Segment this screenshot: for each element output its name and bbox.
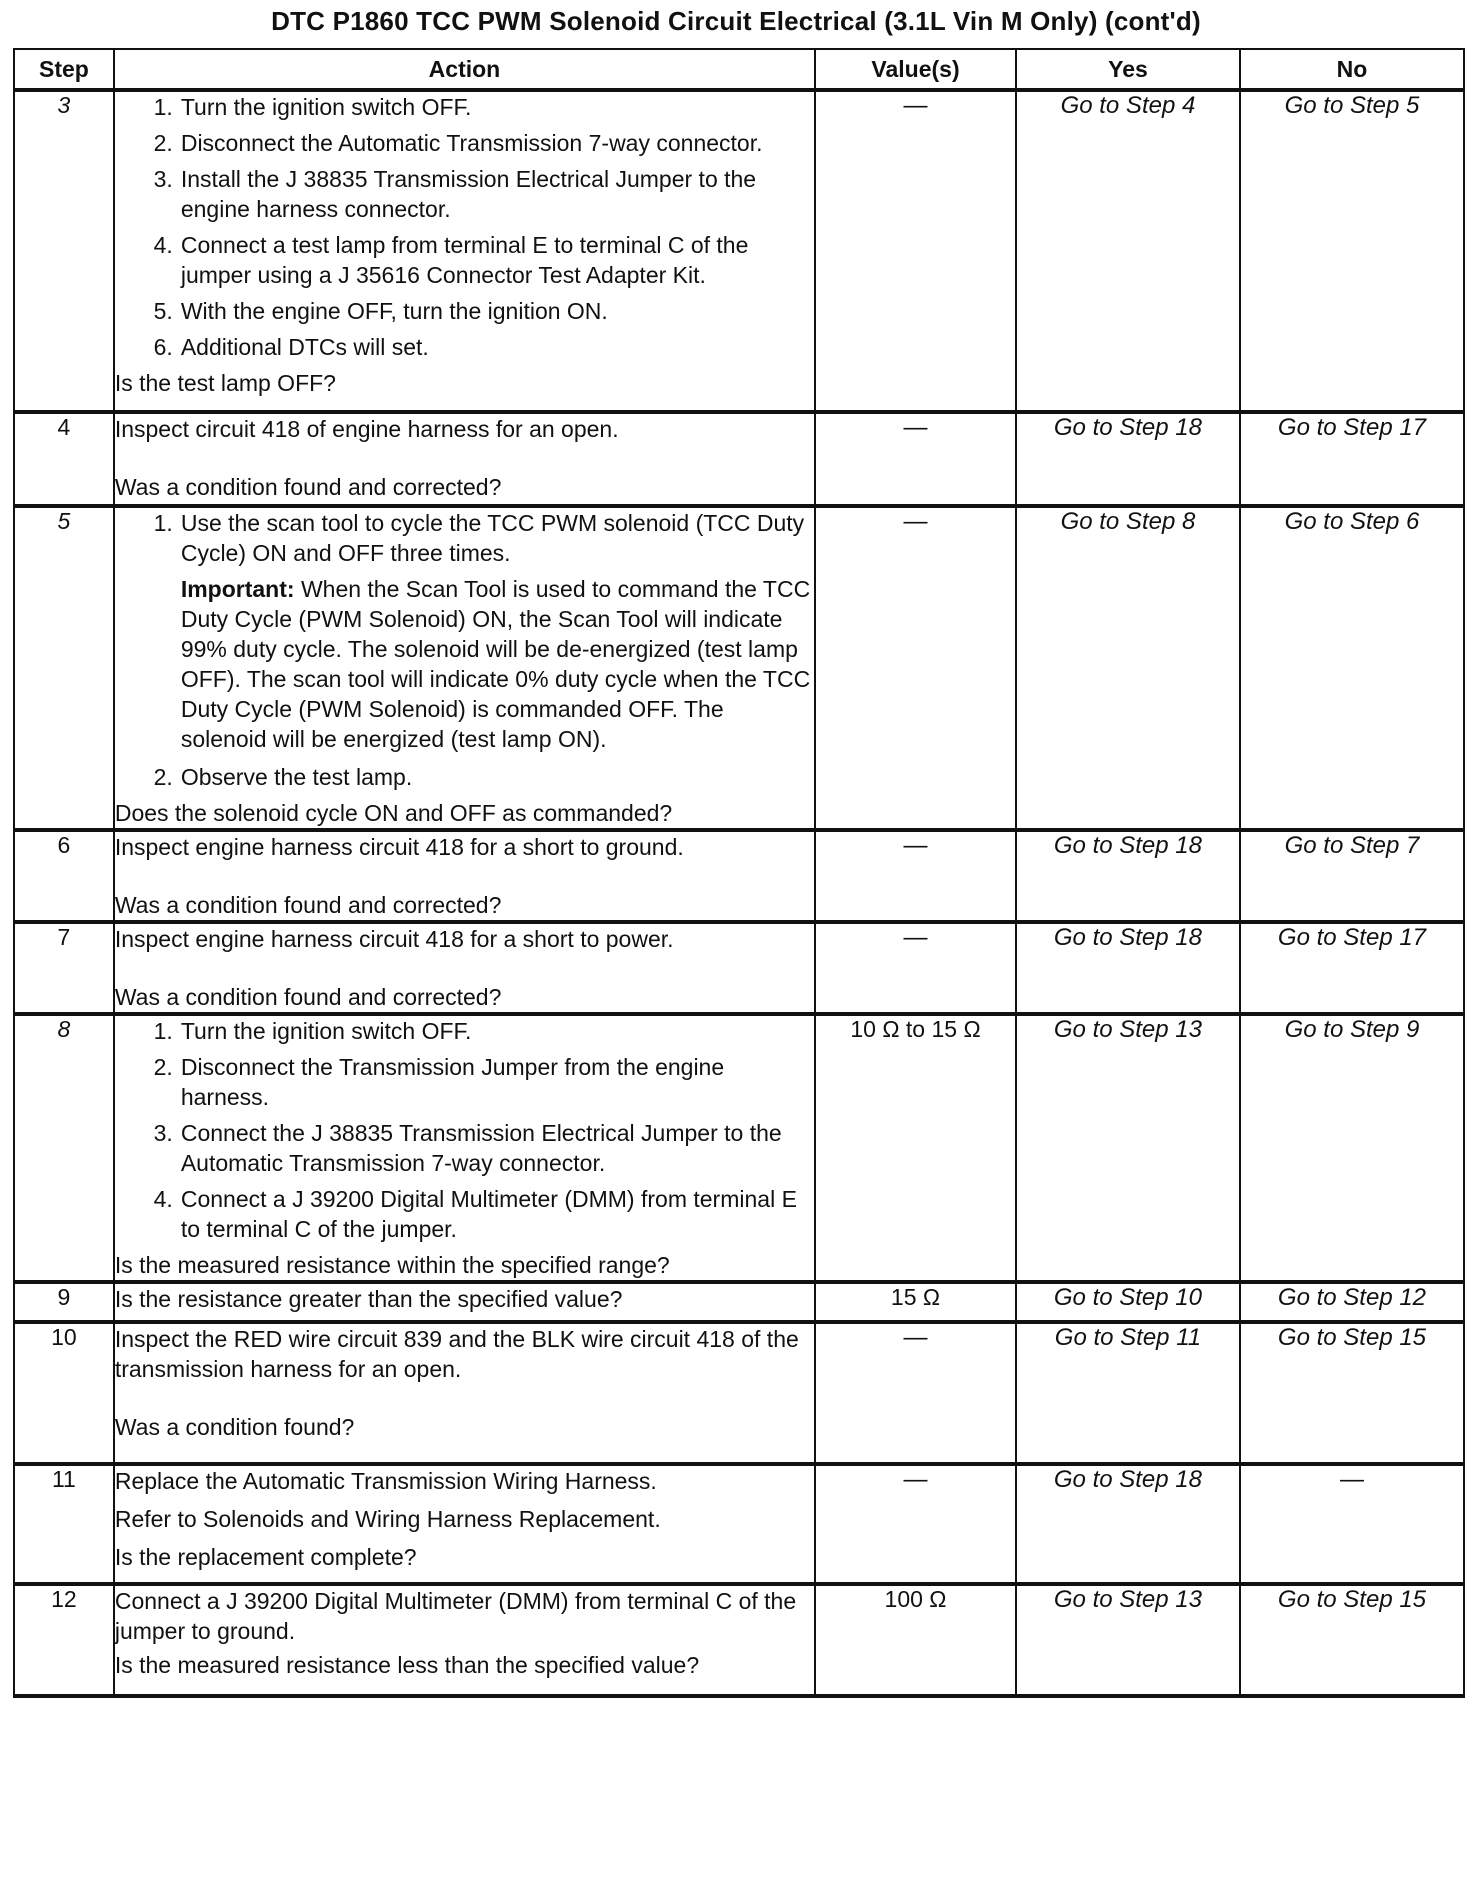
action-text: Inspect engine harness circuit 418 for a short to power. — [114, 926, 674, 952]
table-row — [14, 830, 1464, 922]
action-list — [115, 508, 814, 568]
yes-cell: Go to Step 18 — [1016, 922, 1240, 1014]
value-cell: 100 Ω — [815, 1584, 1016, 1696]
table-row — [14, 1322, 1464, 1464]
page-title: DTC P1860 TCC PWM Solenoid Circuit Electrical (3.1L Vin M Only) (cont'd) — [271, 6, 1201, 36]
action-cell — [114, 830, 815, 922]
action-text: Connect a J 39200 Digital Multimeter (DMM) from terminal C of the jumper to ground. — [114, 1588, 797, 1644]
table-row — [14, 1014, 1464, 1282]
header-no: No — [1240, 49, 1464, 90]
header-values: Value(s) — [815, 49, 1016, 90]
step-number: 9 — [14, 1282, 114, 1322]
question-text: Is the test lamp OFF? — [114, 370, 336, 396]
header-action: Action — [114, 49, 815, 90]
action-cell — [114, 922, 815, 1014]
list-item: 5. With the engine OFF, turn the ignition ON. — [153, 298, 608, 324]
list-item: 6. Additional DTCs will set. — [153, 334, 429, 360]
value-cell: — — [815, 1322, 1016, 1464]
table-row — [14, 922, 1464, 1014]
no-cell: Go to Step 15 — [1240, 1322, 1464, 1464]
step-number: 6 — [14, 830, 114, 922]
action-text: Inspect circuit 418 of engine harness for an open. — [114, 416, 619, 442]
action-cell — [114, 1322, 815, 1464]
list-item: 3. Connect the J 38835 Transmission Electrical Jumper to the Automatic Transmission 7-way connector. — [153, 1120, 782, 1176]
no-cell: Go to Step 7 — [1240, 830, 1464, 922]
diagnostic-table — [13, 48, 1465, 1698]
action-list — [115, 92, 814, 362]
table-row — [14, 1282, 1464, 1322]
step-number: 5 — [14, 506, 114, 830]
list-item: 4. Connect a J 39200 Digital Multimeter (DMM) from terminal E to terminal C of the jumper. — [153, 1186, 797, 1242]
step-number: 11 — [14, 1464, 114, 1584]
step-number: 7 — [14, 922, 114, 1014]
action-cell — [114, 90, 815, 412]
no-cell: Go to Step 5 — [1240, 90, 1464, 412]
action-cell — [114, 1464, 815, 1584]
question-text: Is the resistance greater than the specified value? — [114, 1286, 623, 1312]
yes-cell: Go to Step 18 — [1016, 412, 1240, 506]
list-item: 1. Turn the ignition switch OFF. — [153, 94, 472, 120]
yes-cell: Go to Step 11 — [1016, 1322, 1240, 1464]
question-text: Was a condition found and corrected? — [114, 984, 502, 1010]
action-cell — [114, 1584, 815, 1696]
step-number: 4 — [14, 412, 114, 506]
table-row — [14, 412, 1464, 506]
value-cell: — — [815, 922, 1016, 1014]
no-cell: — — [1240, 1464, 1464, 1584]
question-text: Was a condition found and corrected? — [114, 474, 502, 500]
list-item: 1. Use the scan tool to cycle the TCC PWM solenoid (TCC Duty Cycle) ON and OFF three times. — [153, 510, 805, 566]
step-number: 12 — [14, 1584, 114, 1696]
question-text: Was a condition found and corrected? — [114, 892, 502, 918]
list-item: 3. Install the J 38835 Transmission Electrical Jumper to the engine harness connector. — [153, 166, 757, 222]
no-cell: Go to Step 12 — [1240, 1282, 1464, 1322]
action-cell — [114, 1014, 815, 1282]
value-cell: — — [815, 1464, 1016, 1584]
header-step: Step — [14, 49, 114, 90]
step-number: 10 — [14, 1322, 114, 1464]
action-list — [115, 762, 814, 792]
list-item: 2. Disconnect the Automatic Transmission 7-way connector. — [153, 130, 763, 156]
yes-cell: Go to Step 13 — [1016, 1584, 1240, 1696]
important-text: When the Scan Tool is used to command the TCC Duty Cycle (PWM Solenoid) ON, the Scan Tool will indicate 99% duty cycle. The solenoid will be de-energized (test lamp OFF). The scan tool will indicate 0% duty cycle when the TCC Duty Cycle (PWM Solenoid) is commanded OFF. The solenoid will be energized (test lamp ON). — [180, 576, 811, 752]
yes-cell: Go to Step 4 — [1016, 90, 1240, 412]
table-row — [14, 1584, 1464, 1696]
step-number: 8 — [14, 1014, 114, 1282]
yes-cell: Go to Step 10 — [1016, 1282, 1240, 1322]
value-cell: — — [815, 506, 1016, 830]
yes-cell: Go to Step 18 — [1016, 830, 1240, 922]
important-note — [115, 574, 814, 754]
header-row — [14, 49, 1464, 90]
action-cell — [114, 506, 815, 830]
list-item: 2. Disconnect the Transmission Jumper from the engine harness. — [153, 1054, 725, 1110]
action-cell — [114, 1282, 815, 1322]
yes-cell: Go to Step 13 — [1016, 1014, 1240, 1282]
question-text: Is the replacement complete? — [114, 1544, 417, 1570]
question-text: Was a condition found? — [114, 1414, 355, 1440]
value-cell: — — [815, 90, 1016, 412]
action-text: Inspect the RED wire circuit 839 and the BLK wire circuit 418 of the transmission harness for an open. — [114, 1326, 799, 1382]
value-cell: — — [815, 412, 1016, 506]
no-cell: Go to Step 9 — [1240, 1014, 1464, 1282]
value-cell: — — [815, 830, 1016, 922]
no-cell: Go to Step 6 — [1240, 506, 1464, 830]
action-list — [115, 1016, 814, 1244]
list-item: 2. Observe the test lamp. — [153, 764, 413, 790]
value-cell: 10 Ω to 15 Ω — [815, 1014, 1016, 1282]
question-text: Does the solenoid cycle ON and OFF as commanded? — [114, 800, 673, 826]
question-text: Is the measured resistance within the specified range? — [114, 1252, 670, 1278]
question-text: Is the measured resistance less than the specified value? — [114, 1652, 700, 1678]
no-cell: Go to Step 17 — [1240, 922, 1464, 1014]
list-item: 1. Turn the ignition switch OFF. — [153, 1018, 472, 1044]
list-item: 4. Connect a test lamp from terminal E to terminal C of the jumper using a J 35616 Connector Test Adapter Kit. — [153, 232, 749, 288]
table-row — [14, 90, 1464, 412]
action-cell — [114, 412, 815, 506]
header-yes: Yes — [1016, 49, 1240, 90]
no-cell: Go to Step 17 — [1240, 412, 1464, 506]
important-label: Important: — [180, 576, 295, 602]
table-row — [14, 506, 1464, 830]
table-row — [14, 1464, 1464, 1584]
action-text: Replace the Automatic Transmission Wiring Harness. — [114, 1468, 657, 1494]
yes-cell: Go to Step 18 — [1016, 1464, 1240, 1584]
value-cell: 15 Ω — [815, 1282, 1016, 1322]
yes-cell: Go to Step 8 — [1016, 506, 1240, 830]
action-text: Inspect engine harness circuit 418 for a short to ground. — [114, 834, 684, 860]
no-cell: Go to Step 15 — [1240, 1584, 1464, 1696]
reference-text: Refer to Solenoids and Wiring Harness Replacement. — [114, 1506, 661, 1532]
step-number: 3 — [14, 90, 114, 412]
